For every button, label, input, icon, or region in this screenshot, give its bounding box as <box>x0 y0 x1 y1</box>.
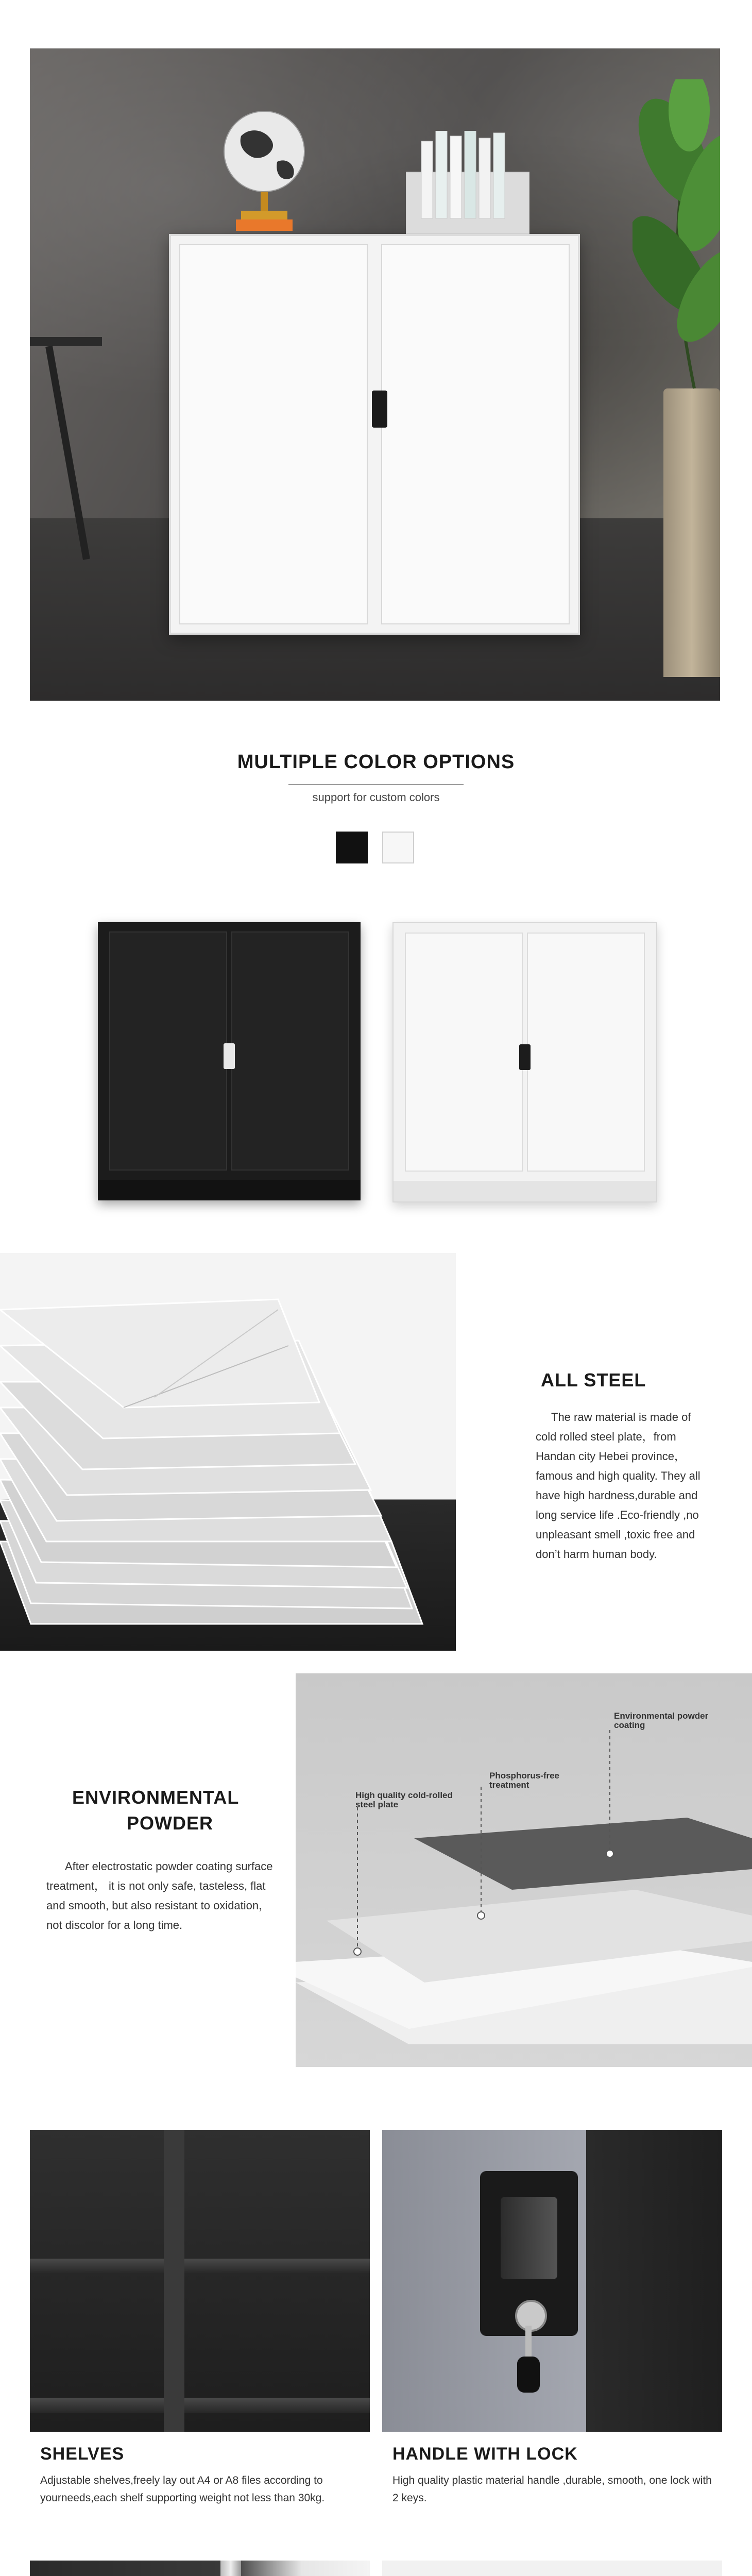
layer-label-coating: Environmental powder coating <box>614 1711 709 1730</box>
left-door <box>405 933 523 1172</box>
lock-rod <box>220 2561 241 2576</box>
layer-label-phosphorus: Phosphorus-free treatment <box>489 1771 560 1790</box>
cabinet-base <box>98 1180 361 1200</box>
feature-title-handle: HANDLE WITH LOCK <box>392 2444 578 2464</box>
shelf <box>30 2398 370 2413</box>
cabinet-handle <box>372 391 387 428</box>
white-cabinet-small <box>392 922 657 1202</box>
feature-title-shelves: SHELVES <box>40 2444 125 2464</box>
cabinet-handle <box>224 1043 235 1069</box>
lock-photo <box>30 2561 370 2576</box>
left-door <box>179 244 368 624</box>
plant-pot <box>663 388 720 677</box>
plant-leaves <box>633 79 720 399</box>
all-steel-title: ALL STEEL <box>541 1369 646 1391</box>
right-door <box>527 933 645 1172</box>
env-title-line1: ENVIRONMENTAL <box>72 1787 240 1808</box>
all-steel-body: The raw material is made of cold rolled steel plate，from Handan city Hebei province，famous and high quality. They all have high hardness,durable and long service life .Eco-friendly ,no unpleasant smell ,toxic free and don’t harm human body. <box>536 1411 700 1561</box>
color-options-subtitle: support for custom colors <box>312 791 440 804</box>
hero-photo <box>30 48 720 701</box>
layer-label-steel: High quality cold-rolled steel plate <box>355 1790 453 1809</box>
black-cabinet <box>98 922 361 1200</box>
gasket-photo <box>382 2561 722 2576</box>
shelves-photo <box>30 2130 370 2432</box>
right-door <box>381 244 570 624</box>
chair-leg <box>30 337 102 346</box>
left-door <box>109 931 227 1171</box>
globe <box>220 105 308 234</box>
feature-body-handle: High quality plastic material handle ,durable, smooth, one lock with 2 keys. <box>392 2475 712 2504</box>
white-swatch[interactable] <box>382 832 414 863</box>
steel-sheets-photo <box>0 1253 456 1651</box>
cabinet-handle <box>519 1044 531 1070</box>
side-panel <box>164 2130 184 2432</box>
handle-lever <box>501 2197 557 2279</box>
title-divider <box>288 784 464 785</box>
color-options-title: MULTIPLE COLOR OPTIONS <box>237 751 515 773</box>
file-holder <box>406 131 529 234</box>
shelf <box>30 2259 370 2274</box>
white-cabinet <box>169 234 580 635</box>
cabinet-base <box>394 1181 656 1201</box>
key-icon <box>513 2326 544 2398</box>
right-door <box>231 931 349 1171</box>
coating-layers-diagram <box>296 1673 752 2067</box>
black-swatch[interactable] <box>336 832 368 863</box>
env-body: After electrostatic powder coating surface treatment， it is not only safe, tasteless, flat and smooth, but also resistant to oxidation，not discolor for a long time. <box>46 1860 273 1931</box>
feature-body-shelves: Adjustable shelves,freely lay out A4 or A8 files according to yourneeds,each shelf supporting weight not less than 30kg. <box>40 2475 325 2504</box>
handle-photo <box>382 2130 722 2432</box>
env-title-line2: POWDER <box>127 1812 213 1834</box>
